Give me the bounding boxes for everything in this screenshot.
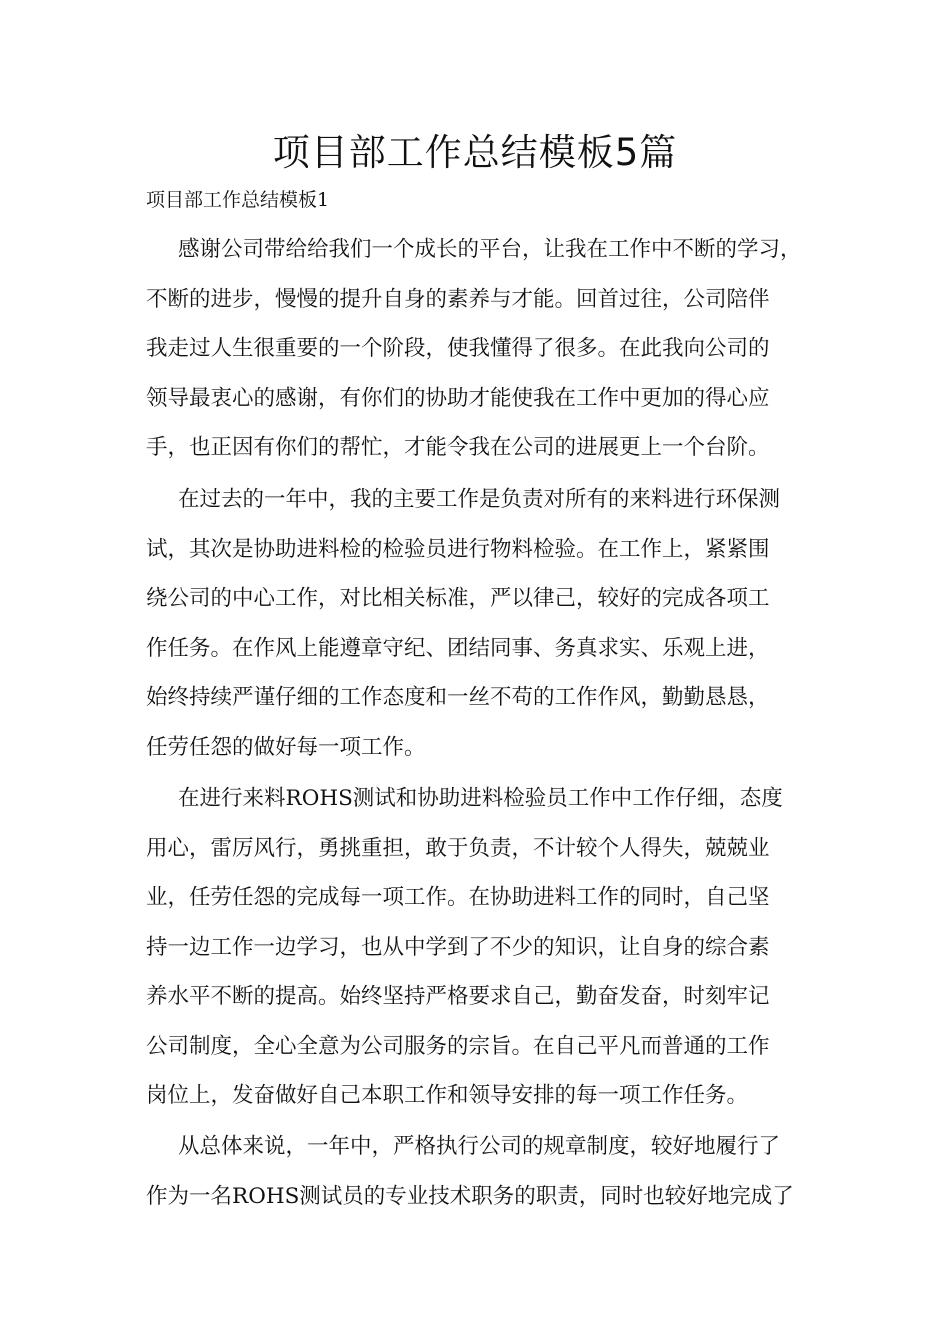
paragraph-line: 试，其次是协助进料检的检验员进行物料检验。在工作上，紧紧围 bbox=[146, 536, 770, 562]
paragraph-3 bbox=[146, 774, 826, 1121]
paragraph-line: 持一边工作一边学习，也从中学到了不少的知识，让自身的综合素 bbox=[146, 934, 770, 960]
paragraph-line: 感谢公司带给给我们一个成长的平台，让我在工作中不断的学习， bbox=[178, 237, 802, 262]
paragraph-1 bbox=[146, 225, 826, 473]
section-heading: 项目部工作总结模板1 bbox=[146, 189, 330, 211]
paragraph-line: 养水平不断的提高。始终坚持严格要求自己，勤奋发奋，时刻牢记 bbox=[146, 984, 770, 1009]
paragraph-line: 任劳任怨的做好每一项工作。 bbox=[146, 734, 426, 760]
paragraph-line: 在进行来料ROHS测试和协助进料检验员工作中工作仔细，态度 bbox=[178, 786, 783, 811]
paragraph-line: 作为一名ROHS测试员的专业技术职务的职责，同时也较好地完成了 bbox=[146, 1183, 794, 1209]
paragraph-line: 作任务。在作风上能遵章守纪、团结同事、务真求实、乐观上进， bbox=[146, 635, 770, 661]
paragraph-line: 岗位上，发奋做好自己本职工作和领导安排的每一项工作任务。 bbox=[146, 1083, 749, 1108]
paragraph-line: 绕公司的中心工作，对比相关标准，严以律己，较好的完成各项工 bbox=[146, 586, 770, 611]
paragraph-line: 业，任劳任怨的完成每一项工作。在协助进料工作的同时，自己坚 bbox=[146, 885, 770, 910]
paragraph-line: 始终持续严谨仔细的工作态度和一丝不苟的工作作风，勤勤恳恳， bbox=[146, 685, 770, 710]
document-title: 项目部工作总结模板5篇 bbox=[272, 131, 678, 174]
paragraph-line: 公司制度，全心全意为公司服务的宗旨。在自己平凡而普通的工作 bbox=[146, 1033, 770, 1059]
paragraph-line: 我走过人生很重要的一个阶段，使我懂得了很多。在此我向公司的 bbox=[146, 336, 770, 361]
paragraph-line: 不断的进步，慢慢的提升自身的素养与才能。回首过往，公司陪伴 bbox=[146, 286, 770, 312]
paragraph-4 bbox=[146, 1122, 826, 1221]
paragraph-line: 手，也正因有你们的帮忙，才能令我在公司的进展更上一个台阶。 bbox=[146, 435, 770, 460]
paragraph-line: 在过去的一年中，我的主要工作是负责对所有的来料进行环保测 bbox=[178, 487, 781, 512]
paragraph-line: 领导最衷心的感谢，有你们的协助才能使我在工作中更加的得心应 bbox=[146, 385, 770, 411]
paragraph-2 bbox=[146, 475, 826, 772]
paragraph-line: 用心，雷厉风行，勇挑重担，敢于负责，不计较个人得失，兢兢业 bbox=[146, 835, 770, 861]
paragraph-line: 从总体来说，一年中，严格执行公司的规章制度，较好地履行了 bbox=[178, 1134, 781, 1159]
